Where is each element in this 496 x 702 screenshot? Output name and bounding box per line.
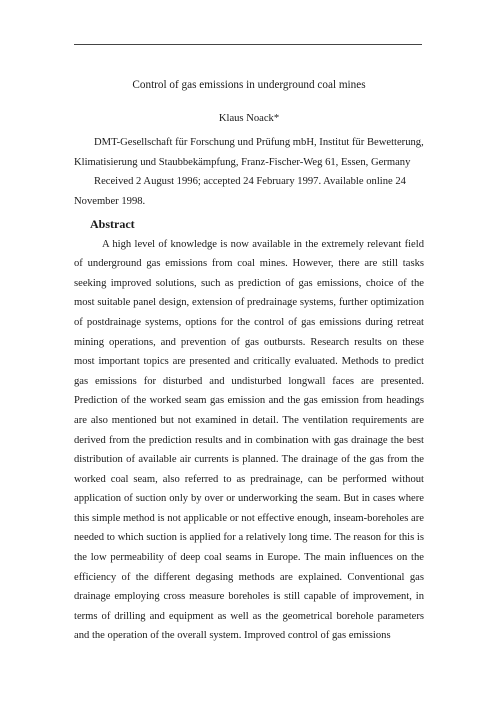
author-affiliation: DMT-Gesellschaft für Forschung und Prüfung mbH, Institut für Bewetterung, Klimatisierung und Staubbekämpfung, Franz-Fischer-Weg 61, Essen, Germany xyxy=(74,137,424,168)
abstract-heading: Abstract xyxy=(90,216,135,231)
header-rule xyxy=(74,44,422,45)
paper-page xyxy=(74,76,424,646)
author-name: Klaus Noack* xyxy=(218,112,280,124)
received-dates: Received 2 August 1996; accepted 24 February 1997. Available online 24 November 1998. xyxy=(74,176,406,207)
paper-title: Control of gas emissions in underground coal mines xyxy=(132,79,366,91)
abstract-text: A high level of knowledge is now available in the extremely relevant field of underground gas emissions from coal mines. However, there are still tasks seeking improved solutions, such as prediction of gas emissions, choice of the most suitable panel design, extension of predrainage systems, further optimization of postdrainage systems, options for the control of gas emissions during retreat mining operations, and prevention of gas outbursts. Research results on these most important topics are presented and critically evaluated. Methods to predict gas emissions for disturbed and undisturbed longwall faces are presented. Prediction of the worked seam gas emission and the gas emission from headings are also mentioned but not examined in detail. The ventilation requirements are derived from the prediction results and in combination with gas drainage the best distribution of available air currents is planned. The drainage of the gas from the worked coal seam, also referred to as predrainage, can be performed without application of suction only by over or underworking the seam. But in cases where this simple method is not applicable or not effective enough, inseam-boreholes are needed to which suction is applied for a relatively long time. The reason for this is the low permeability of deep coal seams in Europe. The main influences on the efficiency of the different degasing methods are explained. Conventional gas drainage employing cross measure boreholes is still capable of improvement, in terms of drilling and equipment as well as the geometrical borehole parameters and the operation of the overall system. Improved control of gas emissions xyxy=(74,238,424,642)
